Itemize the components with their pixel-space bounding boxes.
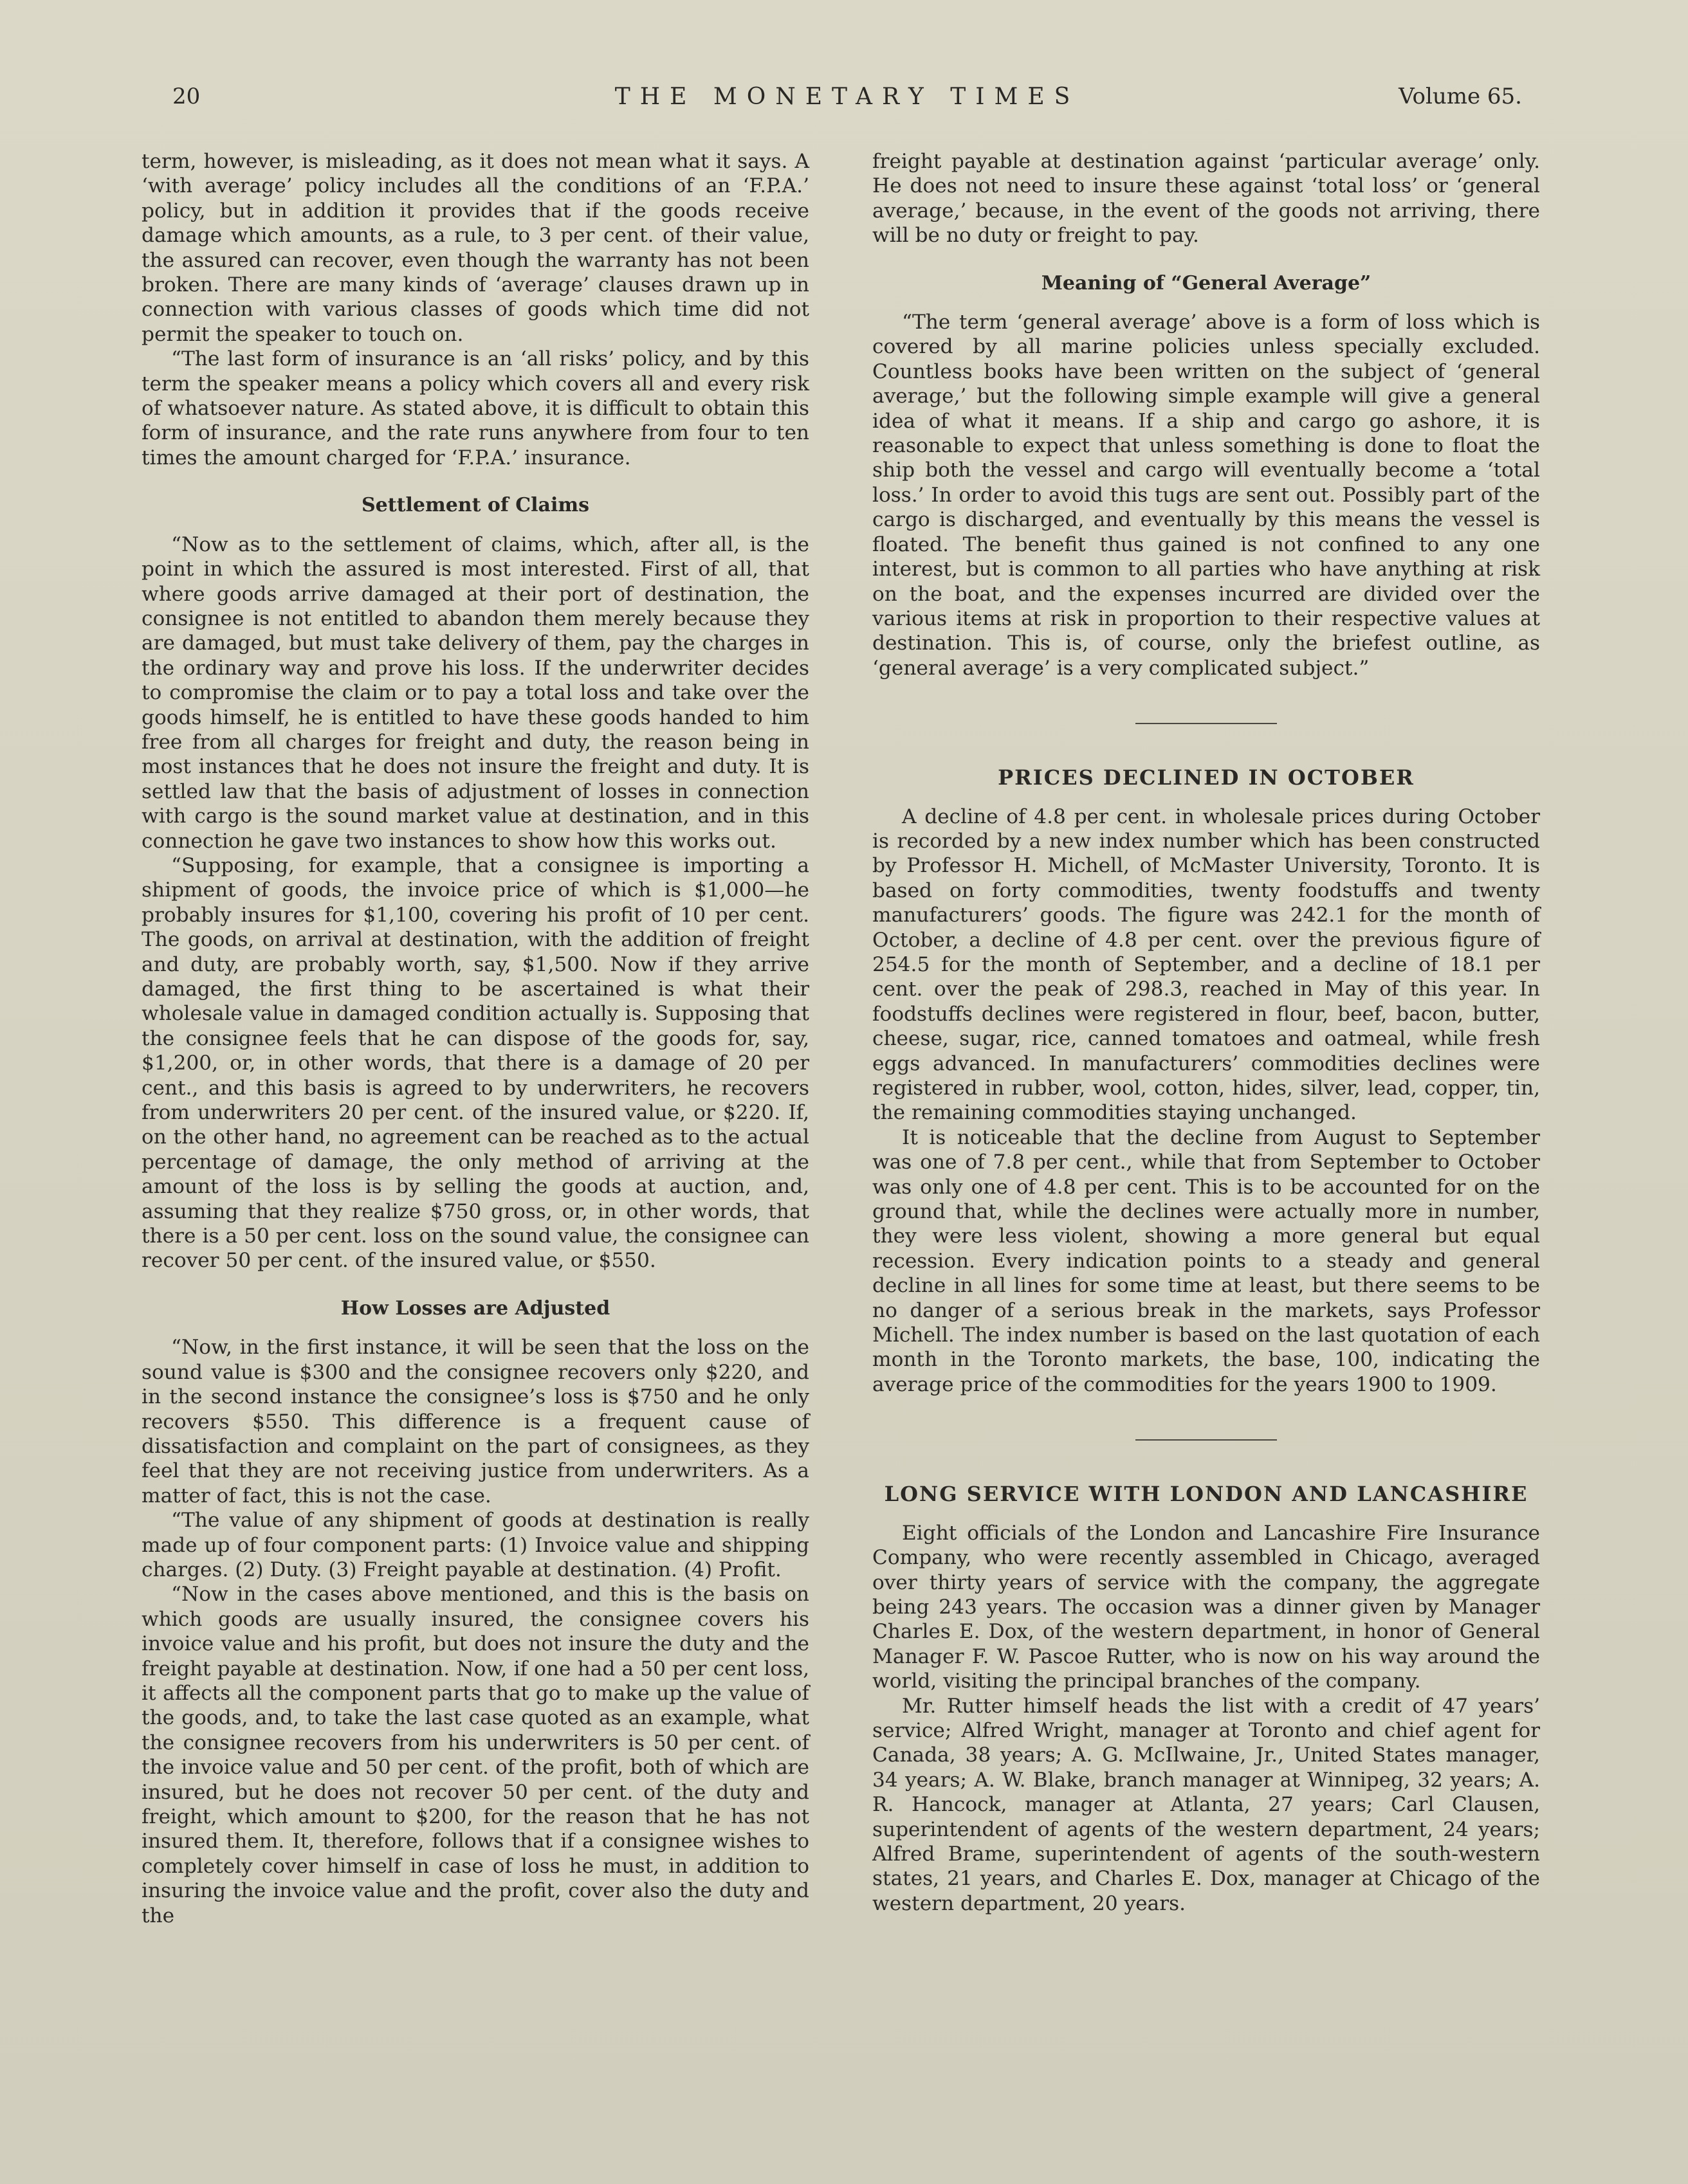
article-title-prices-declined: PRICES DECLINED IN OCTOBER xyxy=(998,765,1415,790)
paragraph: It is noticeable that the decline from August to September was one of 7.8 per cent., while that from September to October was only one of 4.8 per cent. This is to be accounted for on the ground that, while the declines were actually more in number, they were less violent, showing a more general but equal recession. Every indication points to a steady and general decline in all lines for some time at least, but there seems to be no danger of a serious break in the markets, says Professor Michell. The index number is based on the last quotation of each month in the Toronto markets, the base, 100, indicating the average price of the commodities for the years 1900 to 1909. xyxy=(872,1125,1540,1396)
subheading-how-losses-are-adjusted: How Losses are Adjusted xyxy=(340,1297,610,1320)
page-header xyxy=(172,84,1522,122)
section-divider xyxy=(1135,723,1277,724)
paragraph: “The term ‘general average’ above is a form of loss which is covered by all marine policies unless specially excluded. Countless books have been written on the subject of ‘general average,’ but the following simple example will give a general idea of what it means. If a ship and cargo go ashore, it is reasonable to expect that unless something is done to float the ship both the vessel and cargo will eventually become a ‘total loss.’ In order to avoid this tugs are sent out. Possibly part of the cargo is discharged, and eventually by this means the vessel is floated. The benefit thus gained is not confined to any one interest, but is common to all parties who have anything at risk on the boat, and the expenses incurred are divided over the various items at risk in proportion to their respective values at destination. This is, of course, only the briefest outline, as ‘general average’ is a very complicated subject.” xyxy=(872,311,1540,680)
section-divider xyxy=(1135,1439,1277,1441)
paragraph: Mr. Rutter himself heads the list with a credit of 47 years’ service; Alfred Wright, manager at Toronto and chief agent for Canada, 38 years; A. G. McIlwaine, Jr., United States manager, 34 years; A. W. Blake, branch manager at Winnipeg, 32 years; A. R. Hancock, manager at Atlanta, 27 years; Carl Clausen, superintendent of agents of the western department, 24 years; Alfred Brame, superintendent of agents of the south-western states, 21 years, and Charles E. Dox, manager at Chicago of the western department, 20 years. xyxy=(872,1694,1540,1915)
publication-title: THE MONETARY TIMES xyxy=(614,84,1080,110)
page-number: 20 xyxy=(172,84,201,109)
subheading-meaning-of-general-average: Meaning of “General Average” xyxy=(1041,271,1372,295)
paragraph: A decline of 4.8 per cent. in wholesale prices during October is recorded by a new index number which has been constructed by Professor H. Michell, of McMaster University, Toronto. It is based on forty commodities, twenty foodstuffs and twenty manufacturers’ goods. The figure was 242.1 for the month of October, a decline of 4.8 per cent. over the previous figure of 254.5 for the month of September, and a decline of 18.1 per cent. over the peak of 298.3, reached in May of this year. In foodstuffs declines were registered in flour, beef, bacon, butter, cheese, sugar, rice, canned tomatoes and oatmeal, while fresh eggs advanced. In manufacturers’ commodities declines were registered in rubber, wool, cotton, hides, silver, lead, copper, tin, the remaining commodities staying unchanged. xyxy=(872,805,1540,1125)
paragraph: “Now as to the settlement of claims, which, after all, is the point in which the assured is most interested. First of all, that where goods arrive damaged at their port of destination, the consignee is not entitled to abandon them merely because they are damaged, but must take delivery of them, pay the charges in the ordinary way and prove his loss. If the underwriter decides to compromise the claim or to pay a total loss and take over the goods himself, he is entitled to have these goods handed to him free from all charges for freight and duty, the reason being in most instances that he does not insure the freight and duty. It is settled law that the basis of adjustment of losses in connection with cargo is the sound market value at destination, and in this connection he gave two instances to show how this works out. xyxy=(142,532,809,853)
paragraph: “The last form of insurance is an ‘all risks’ policy, and by this term the speaker means a policy which covers all and every risk of whatsoever nature. As stated above, it is difficult to obtain this form of insurance, and the rate runs anywhere from four to ten times the amount charged for ‘F.P.A.’ insurance. xyxy=(142,347,809,469)
volume-label: Volume 65. xyxy=(1399,84,1522,109)
paragraph: term, however, is misleading, as it does not mean what it says. A ‘with average’ policy includes all the conditions of an ‘F.P.A.’ policy, but in addition it provides that if the goods receive damage which amounts, as a rule, to 3 per cent. of their value, the assured can recover, even though the warranty has not been broken. There are many kinds of ‘average’ clauses drawn up in connection with various classes of goods which time did not permit the speaker to touch on. xyxy=(142,150,809,346)
paragraph: “Supposing, for example, that a consignee is importing a shipment of goods, the invoice price of which is $1,000—he probably insures for $1,100, covering his profit of 10 per cent. The goods, on arrival at destination, with the addition of freight and duty, are probably worth, say, $1,500. Now if they arrive damaged, the first thing to be ascertained is what their wholesale value in damaged condition actually is. Supposing that the consignee feels that he can dispose of the goods for, say, $1,200, or, in other words, that there is a damage of 20 per cent., and this basis is agreed to by underwriters, he recovers from underwriters 20 per cent. of the insured value, or $220. If, on the other hand, no agreement can be reached as to the actual percentage of damage, the only method of arriving at the amount of the loss is by selling the goods at auction, and, assuming that they realize $750 gross, or, in other words, that there is a 50 per cent. loss on the sound value, the consignee can recover 50 per cent. of the insured value, or $550. xyxy=(142,853,809,1273)
right-column xyxy=(872,149,1540,1916)
paragraph: “Now in the cases above mentioned, and this is the basis on which goods are usually insured, the consignee covers his invoice value and his profit, but does not insure the duty and the freight payable at destination. Now, if one had a 50 per cent loss, it affects all the component parts that go to make up the value of the goods, and, to take the last case quoted as an example, what the consignee recovers from his underwriters is 50 per cent. of the invoice value and 50 per cent. of the profit, both of which are insured, but he does not recover 50 per cent. of the duty and freight, which amount to $200, for the reason that he has not insured them. It, therefore, follows that if a consignee wishes to completely cover himself in case of loss he must, in addition to insuring the invoice value and the profit, cover also the duty and the xyxy=(142,1583,809,1927)
paragraph: Eight officials of the London and Lancashire Fire Insurance Company, who were recently assembled in Chicago, averaged over thirty years of service with the company, the aggregate being 243 years. The occasion was a dinner given by Manager Charles E. Dox, of the western department, in honor of General Manager F. W. Pascoe Rutter, who is now on his way around the world, visiting the principal branches of the company. xyxy=(872,1521,1540,1693)
paragraph: “Now, in the first instance, it will be seen that the loss on the sound value is $300 and the consignee recovers only $220, and in the second instance the consignee’s loss is $750 and he only recovers $550. This difference is a frequent cause of dissatisfaction and complaint on the part of consignees, as they feel that they are not receiving justice from underwriters. As a matter of fact, this is not the case. xyxy=(142,1336,809,1507)
left-column xyxy=(142,149,809,1928)
paragraph: “The value of any shipment of goods at destination is really made up of four component parts: (1) Invoice value and shipping charges. (2) Duty. (3) Freight payable at destination. (4) Profit. xyxy=(142,1509,809,1581)
paragraph: freight payable at destination against ‘particular average’ only. He does not need to insure these against ‘total loss’ or ‘general average,’ because, in the event of the goods not arriving, there will be no duty or freight to pay. xyxy=(872,150,1540,248)
article-title-long-service: LONG SERVICE WITH LONDON AND LANCASHIRE xyxy=(884,1482,1528,1507)
subheading-settlement-of-claims: Settlement of Claims xyxy=(362,494,589,517)
